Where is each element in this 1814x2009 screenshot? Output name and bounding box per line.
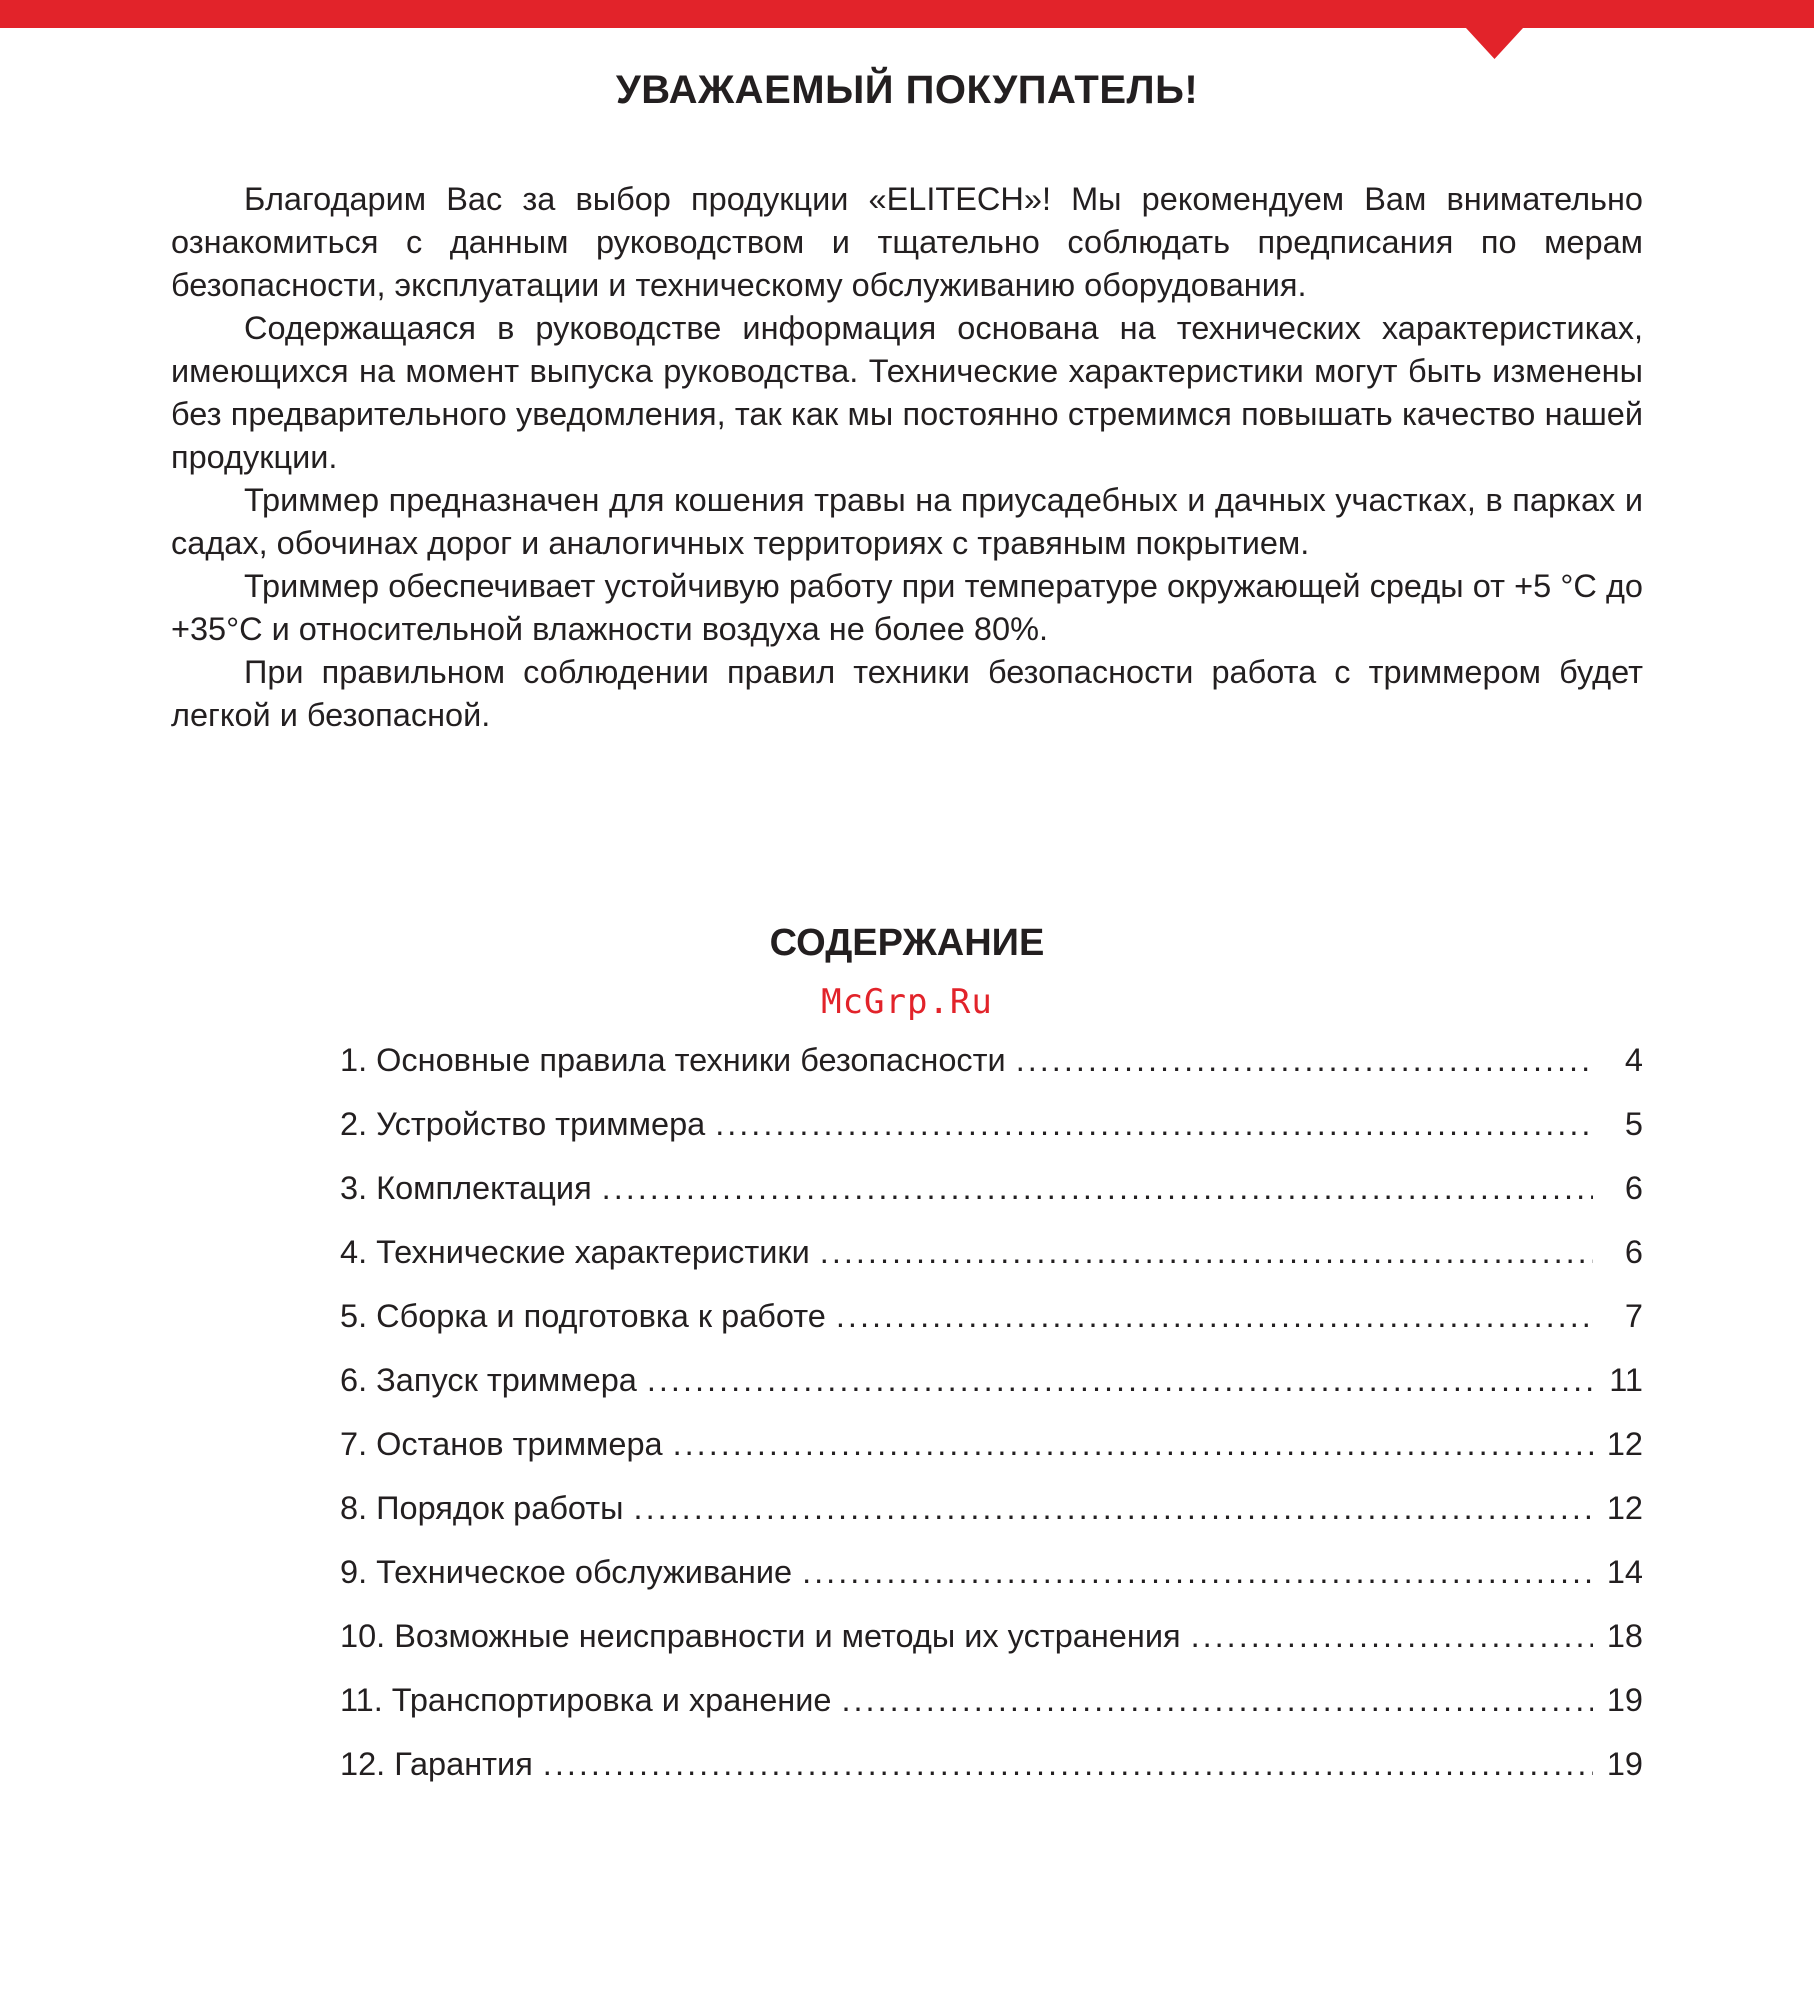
toc-item-label: 1. Основные правила техники безопасности xyxy=(340,1042,1006,1078)
watermark: McGrp.Ru xyxy=(821,982,993,1022)
toc-item-page: 4 xyxy=(1624,1042,1643,1078)
table-of-contents xyxy=(340,1036,1643,1804)
toc-item-label: 5. Сборка и подготовка к работе xyxy=(340,1298,826,1334)
greeting-title: УВАЖАЕМЫЙ ПОКУПАТЕЛЬ! xyxy=(615,68,1199,112)
toc-item-label: 11. Транспортировка и хранение xyxy=(340,1682,832,1718)
toc-item[interactable] xyxy=(340,1484,1643,1548)
toc-item-page: 12 xyxy=(1606,1490,1643,1526)
toc-item-label: 10. Возможные неисправности и методы их устранения xyxy=(340,1618,1181,1654)
toc-dot-leader xyxy=(647,1356,1593,1404)
toc-item[interactable] xyxy=(340,1740,1643,1804)
toc-dot-leader xyxy=(673,1420,1593,1468)
toc-item[interactable] xyxy=(340,1292,1643,1356)
red-stripe xyxy=(0,0,1814,28)
toc-item-page: 12 xyxy=(1606,1426,1643,1462)
toc-item-page: 19 xyxy=(1606,1682,1643,1718)
toc-dot-leader xyxy=(602,1164,1593,1212)
intro-paragraph: Благодарим Вас за выбор продукции «ELITECH»! Мы рекомендуем Вам внимательно ознакомиться с данным руководством и тщательно соблюдать предписания по мерам безопасности, эксплуатации и техническому обслуживанию оборудования. xyxy=(171,181,1643,303)
toc-item-page: 6 xyxy=(1624,1170,1643,1206)
toc-item[interactable] xyxy=(340,1036,1643,1100)
toc-dot-leader xyxy=(820,1228,1593,1276)
intro-paragraph: Содержащаяся в руководстве информация основана на технических характеристиках, имеющихся на момент выпуска руководства. Технические характеристики могут быть изменены без предварительного уведомления, так как мы постоянно стремимся повышать качество нашей продукции. xyxy=(171,310,1643,475)
toc-item-label: 9. Техническое обслуживание xyxy=(340,1554,793,1590)
toc-item-page: 11 xyxy=(1609,1362,1643,1398)
toc-dot-leader xyxy=(1191,1612,1593,1660)
toc-item-page: 7 xyxy=(1624,1298,1643,1334)
toc-dot-leader xyxy=(1016,1036,1593,1084)
toc-item[interactable] xyxy=(340,1356,1643,1420)
toc-item[interactable] xyxy=(340,1676,1643,1740)
toc-item-label: 8. Порядок работы xyxy=(340,1490,624,1526)
toc-title: СОДЕРЖАНИЕ xyxy=(769,922,1045,964)
toc-item-label: 7. Останов триммера xyxy=(340,1426,663,1462)
toc-item-label: 12. Гарантия xyxy=(340,1746,533,1782)
toc-item[interactable] xyxy=(340,1100,1643,1164)
intro-paragraph: Триммер предназначен для кошения травы на приусадебных и дачных участках, в парках и садах, обочинах дорог и аналогичных территориях с травяным покрытием. xyxy=(171,482,1643,561)
toc-item-page: 6 xyxy=(1624,1234,1643,1270)
toc-item[interactable] xyxy=(340,1228,1643,1292)
header-band xyxy=(0,0,1814,28)
red-triangle-marker xyxy=(1466,28,1523,59)
toc-item-page: 14 xyxy=(1606,1554,1643,1590)
toc-item[interactable] xyxy=(340,1164,1643,1228)
toc-dot-leader xyxy=(802,1548,1593,1596)
toc-item-page: 18 xyxy=(1606,1618,1643,1654)
toc-item-label: 2. Устройство триммера xyxy=(340,1106,706,1142)
toc-dot-leader xyxy=(836,1292,1593,1340)
toc-item-page: 5 xyxy=(1624,1106,1643,1142)
toc-dot-leader xyxy=(841,1676,1593,1724)
toc-item[interactable] xyxy=(340,1420,1643,1484)
toc-item-label: 6. Запуск триммера xyxy=(340,1362,637,1398)
intro-paragraph: Триммер обеспечивает устойчивую работу при температуре окружающей среды от +5 °С до +35°С и относительной влажности воздуха не более 80%. xyxy=(171,568,1643,647)
toc-item-page: 19 xyxy=(1606,1746,1643,1782)
toc-item-label: 4. Технические характеристики xyxy=(340,1234,810,1270)
toc-dot-leader xyxy=(634,1484,1593,1532)
toc-dot-leader xyxy=(543,1740,1593,1788)
intro-paragraph: При правильном соблюдении правил техники безопасности работа с триммером будет легкой и безопасной. xyxy=(171,654,1643,733)
toc-dot-leader xyxy=(715,1100,1593,1148)
toc-item[interactable] xyxy=(340,1548,1643,1612)
toc-item-label: 3. Комплектация xyxy=(340,1170,592,1206)
intro-text xyxy=(171,178,1643,737)
toc-item[interactable] xyxy=(340,1612,1643,1676)
header-band-graphic xyxy=(0,0,1814,62)
